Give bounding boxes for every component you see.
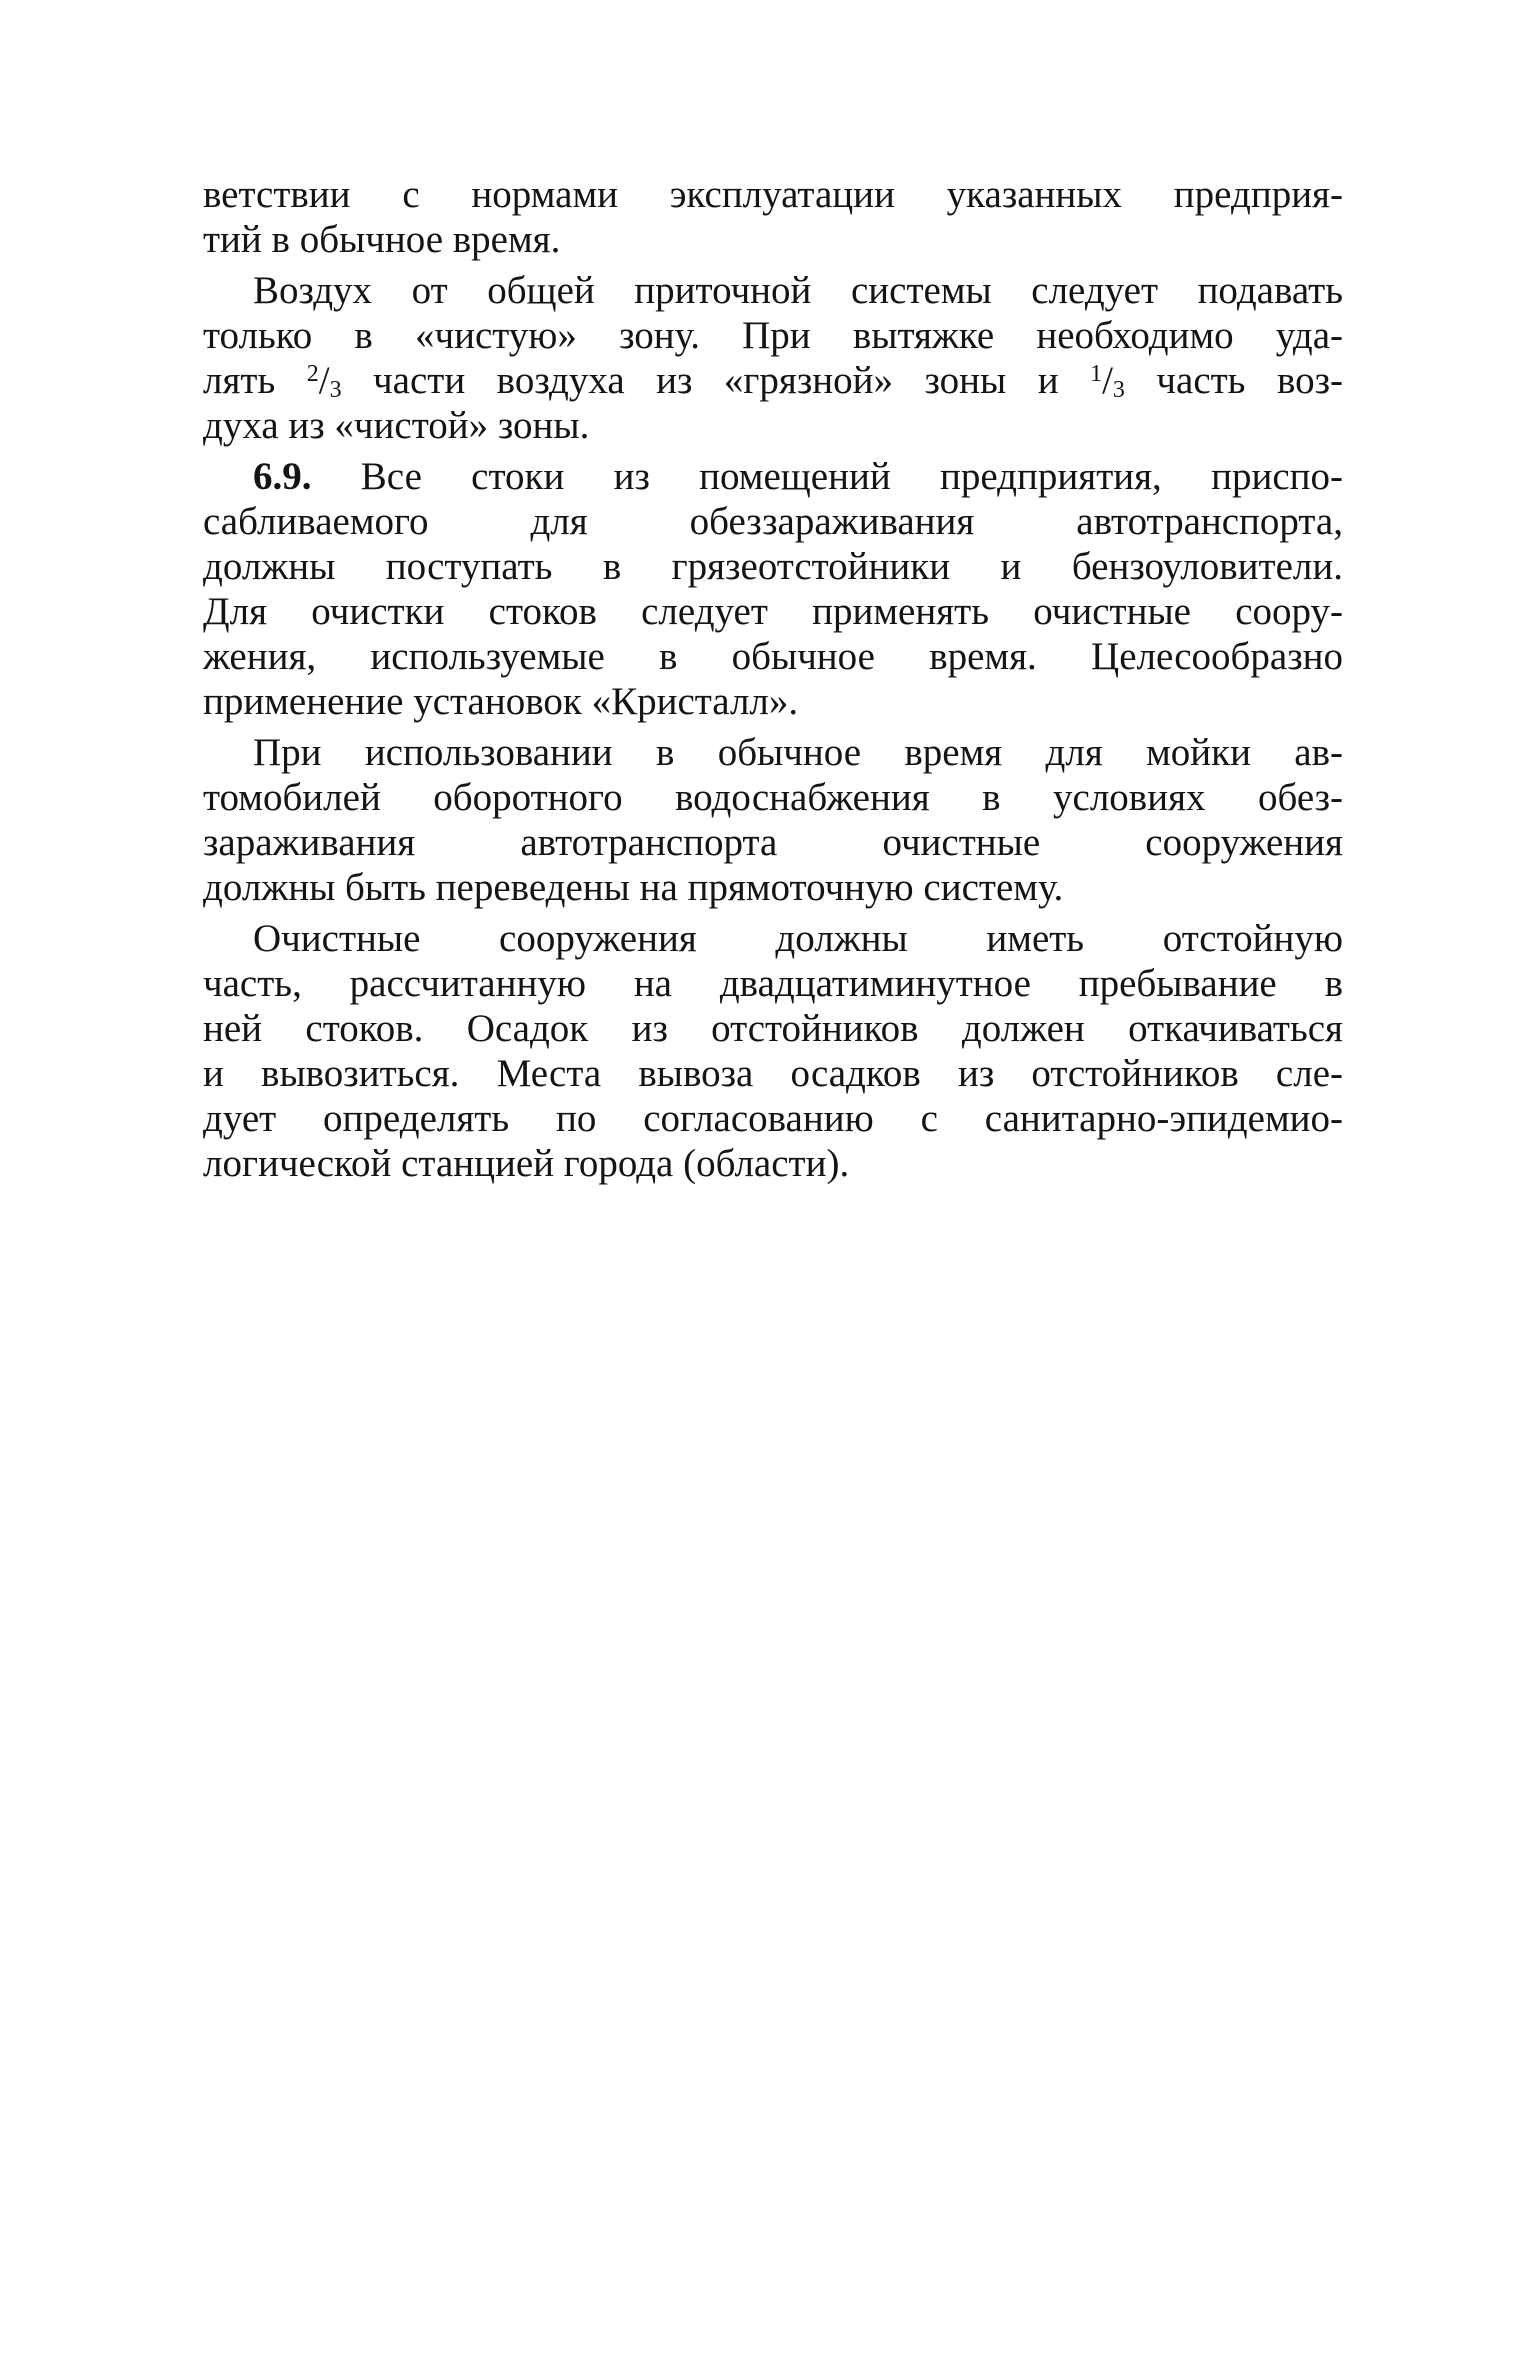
- fraction-two-thirds: $^2/_3$: [306, 359, 342, 403]
- document-body: [203, 172, 1343, 1186]
- section-number: 6.9.: [253, 455, 312, 498]
- text-line: применение установок «Кристалл».: [203, 680, 799, 723]
- text-line: логической станцией города (области).: [203, 1142, 850, 1185]
- text-line: зараживания автотранспорта очистные сооружения: [203, 821, 1343, 864]
- text-line: При использовании в обычное время для мойки ав-: [253, 731, 1343, 774]
- paragraph-5: [203, 916, 1343, 1186]
- text-line: духа из «чистой» зоны.: [203, 404, 590, 447]
- text-line: дует определять по согласованию с санитарно-эпидемио-: [203, 1097, 1343, 1140]
- text-line: и вывозиться. Места вывоза осадков из отстойников сле-: [203, 1052, 1343, 1095]
- text-fragment: части воздуха из «грязной» зоны и: [373, 359, 1059, 402]
- text-line: ней стоков. Осадок из отстойников должен откачиваться: [203, 1007, 1343, 1050]
- text-line: ветствии с нормами эксплуатации указанных предприя-: [203, 173, 1343, 216]
- text-line: жения, используемые в обычное время. Целесообразно: [203, 635, 1343, 678]
- text-line: только в «чистую» зону. При вытяжке необходимо уда-: [203, 314, 1343, 357]
- paragraph-3: [203, 454, 1343, 724]
- text-line: должны быть переведены на прямоточную систему.: [203, 866, 1064, 909]
- text-fragment: часть воз-: [1156, 359, 1343, 402]
- text-line: должны поступать в грязеотстойники и бензоуловители.: [203, 545, 1343, 588]
- text-line: сабливаемого для обеззараживания автотранспорта,: [203, 500, 1343, 543]
- text-fragment: Все стоки из помещений предприятия, приспо-: [360, 455, 1343, 498]
- text-line: Для очистки стоков следует применять очистные соору-: [203, 590, 1343, 633]
- text-line: часть, рассчитанную на двадцатиминутное пребывание в: [203, 962, 1343, 1005]
- paragraph-4: [203, 730, 1343, 910]
- text-line: томобилей оборотного водоснабжения в условиях обез-: [203, 776, 1343, 819]
- text-line: [203, 454, 1343, 499]
- text-fragment: лять: [203, 359, 276, 402]
- text-line: тий в обычное время.: [203, 218, 561, 261]
- paragraph-1: [203, 172, 1343, 262]
- text-line: Воздух от общей приточной системы следует подавать: [253, 269, 1343, 312]
- text-line: Очистные сооружения должны иметь отстойную: [253, 917, 1343, 960]
- text-line-with-fractions: [203, 358, 1343, 403]
- paragraph-2: [203, 268, 1343, 448]
- fraction-one-third: $^1/_3$: [1090, 359, 1125, 403]
